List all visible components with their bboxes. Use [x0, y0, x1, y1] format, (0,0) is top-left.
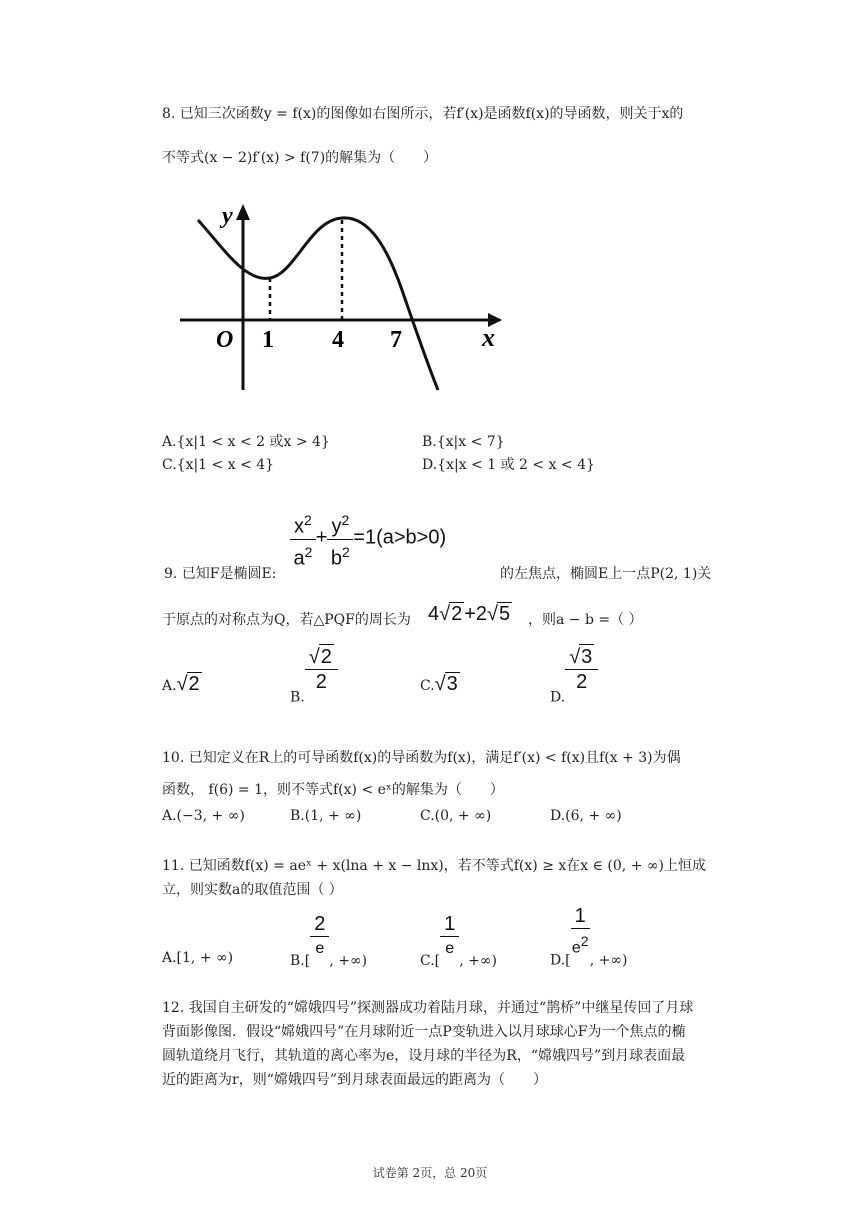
x-axis-label: x — [482, 323, 495, 352]
cubic-curve — [198, 218, 438, 390]
q12-stem-line4: 近的距离为r，则“嫦娥四号”到月球表面最远的距离为（ ） — [162, 1072, 548, 1088]
q11-option-a: A.[1, + ∞) — [162, 950, 234, 966]
q12-stem-line1: 12. 我国自主研发的“嫦娥四号”探测器成功着陆月球，并通过“鹊桥”中继星传回了月球 — [162, 1000, 694, 1016]
q9-option-d: D. $\frac{√3}{2}$ — [550, 644, 598, 708]
q11-option-c: C.[ $\frac{1}{e}$ , +∞) — [420, 913, 498, 969]
y-axis-arrow — [236, 204, 250, 220]
q9-stem-line1-left: 9. 已知F是椭圆E: — [164, 566, 277, 582]
ellipse-equation: $\frac{x^2}{a^2}$ + $\frac{y^2}{b^2}$ =1(a>b>0) — [290, 508, 446, 570]
q10-option-a: A.(−3, + ∞) — [162, 808, 245, 824]
q10-stem-line1: 10. 已知定义在R上的可导函数f(x)的导函数为f(x)，满足f′(x) < f(x)且f(x + 3)为偶 — [162, 750, 681, 766]
cubic-function-graph — [170, 190, 520, 410]
q12-stem-line2: 背面影像图．假设“嫦娥四号”在月球附近一点P变轨进入以月球球心F为一个焦点的椭 — [162, 1024, 686, 1040]
tick-label-7: 7 — [390, 327, 402, 353]
origin-label: O — [216, 327, 234, 353]
q11-stem-line2: 立，则实数a的取值范围（ ） — [162, 882, 343, 898]
q8-option-c: C.{x|1 < x < 4} — [162, 457, 275, 473]
y-axis-label: y — [222, 203, 233, 229]
q9-option-a: A.√2 — [162, 673, 200, 695]
q8-option-d: D.{x|x < 1 或 2 < x < 4} — [422, 457, 595, 473]
q10-stem-line2: 函数， f(6) = 1，则不等式f(x) < eˣ的解集为（ ） — [162, 782, 504, 798]
q9-stem-line1-right: 的左焦点，椭圆E上一点P(2, 1)关 — [500, 566, 712, 582]
q9-stem-line2-left: 于原点的对称点为Q，若△PQF的周长为 — [162, 612, 411, 628]
q10-option-c: C.(0, + ∞) — [420, 808, 492, 824]
q12-stem-line3: 圆轨道绕月飞行，其轨道的离心率为e，设月球的半径为R，“嫦娥四号”到月球表面最 — [162, 1048, 686, 1064]
q11-option-d: D.[ $\frac{1}{e^2}$ , +∞) — [550, 905, 628, 969]
q8-option-a: A.{x|1 < x < 2 或x > 4} — [162, 434, 330, 450]
perimeter-expression: 4√2 +2√5 — [428, 603, 511, 625]
q9-option-b: B. $\frac{√2}{2}$ — [290, 644, 338, 708]
q8-stem-line1: 8. 已知三次函数y = f(x)的图像如右图所示，若f′(x)是函数f(x)的导函数，则关于x的 — [162, 106, 684, 122]
q9-option-c: C.√3 — [420, 673, 458, 695]
q11-stem-line1: 11. 已知函数f(x) = aeˣ + x(lna + x − lnx)，若不等式f(x) ≥ x在x ∈ (0, + ∞)上恒成 — [162, 858, 707, 874]
q10-option-d: D.(6, + ∞) — [550, 808, 622, 824]
tick-label-4: 4 — [332, 327, 344, 353]
page-footer: 试卷第 2页，总 20页 — [372, 1166, 488, 1180]
q8-option-b: B.{x|x < 7} — [422, 434, 505, 450]
q10-option-b: B.(1, + ∞) — [290, 808, 362, 824]
tick-label-1: 1 — [262, 327, 274, 353]
q9-stem-line2-right: ，则a − b =（ ） — [528, 612, 643, 628]
q11-option-b: B.[ $\frac{2}{e}$ , +∞) — [290, 913, 368, 969]
q8-stem-line2: 不等式(x − 2)f′(x) > f(7)的解集为（ ） — [162, 150, 438, 166]
